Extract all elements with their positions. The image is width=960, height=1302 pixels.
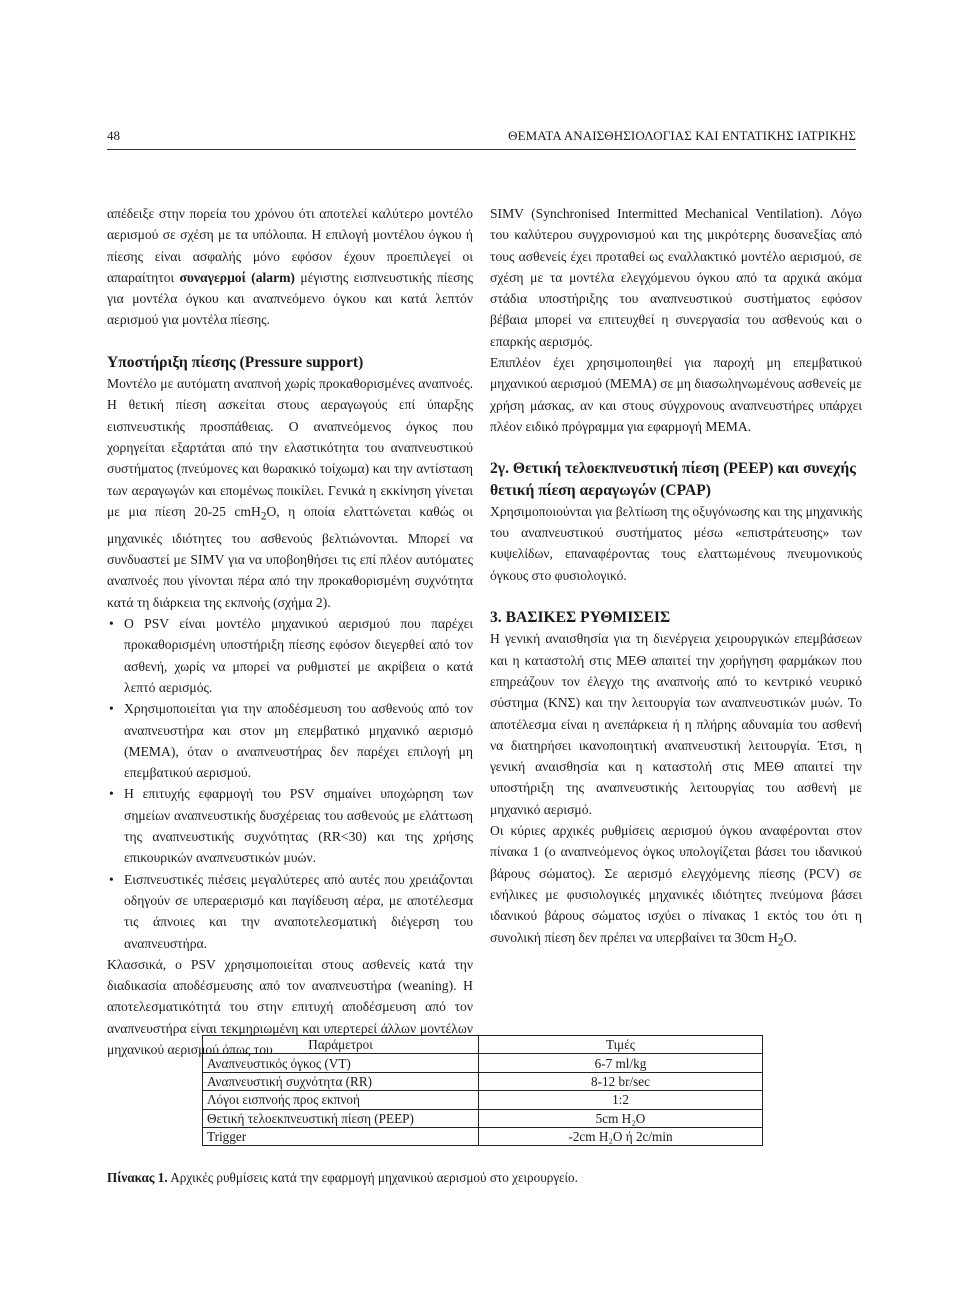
table-cell: Αναπνευστικός όγκος (VT) bbox=[203, 1054, 479, 1072]
caption-text: Αρχικές ρυθμίσεις κατά την εφαρμογή μηχανικού αερισμού στο χειρουργείο. bbox=[167, 1170, 578, 1185]
settings-subscript: 2 bbox=[777, 936, 784, 949]
table-cell: 6-7 ml/kg bbox=[479, 1054, 763, 1072]
table-row bbox=[203, 1109, 763, 1127]
peep-paragraph: Χρησιμοποιούνται για βελτίωση της οξυγόνωσης και της μηχανικής του αναπνευστικού συστήματος μέσω «επιστράτευσης» των κυψελίδων, επαναφέροντας τους ελαττωμένους πνευμονικούς όγκους στο φυσιολογικό. bbox=[490, 503, 862, 583]
table-header-cell: Τιμές bbox=[479, 1036, 763, 1054]
closing-paragraph: Κλασσικά, ο PSV χρησιμοποιείται στους ασθενείς κατά την διαδικασία αποδέσμευσης από τον αναπνευστήρα (weaning). Η αποτελεσματικότητά του στην επιτυχή αποδέσμευση από τον αναπνευστήρα είναι τεκμηριωμένη και υπερτερεί άλλων μοντέλων μηχανικού αερισμού όπως του bbox=[107, 956, 473, 1057]
settings-text-cont: O. bbox=[783, 929, 797, 945]
list-item: • Ο PSV είναι μοντέλο μηχανικού αερισμού που παρέχει προκαθορισμένη υποστήριξη πίεσης εφόσον διεγερθεί από τον ασθενή, χωρίς να μπορεί να ρυθμιστεί με ακρίβεια ο κατά λεπτό αερισμός. bbox=[107, 613, 473, 698]
table-cell: -2cm H₂O ή 2c/min bbox=[479, 1127, 763, 1145]
settings-heading: 3. ΒΑΣΙΚΕΣ ΡΥΘΜΙΣΕΙΣ bbox=[490, 609, 671, 627]
pressure-support-heading: Υποστήριξη πίεσης (Pressure support) bbox=[107, 353, 364, 371]
table-caption bbox=[107, 1170, 578, 1186]
table-row bbox=[203, 1091, 763, 1109]
table-row bbox=[203, 1072, 763, 1090]
intro-text: απέδειξε στην πορεία του χρόνου ότι αποτελεί καλύτερο μοντέλο αερισμού σε σχέση με τα υπόλοιπα. Η επιλογή μοντέλου όγκου ή πίεσης είναι ασφαλής μόνο εφόσον έχουν προεπιλεγεί οι απαραίτητοι bbox=[107, 206, 473, 285]
list-item: • Χρησιμοποιείται για την αποδέσμευση του ασθενούς από τον αναπνευστήρα και στον μη επεμβατικό μηχανικό αερισμό (ΜΕΜΑ), όταν ο αναπνευστήρας δεν παρέχει επιλογή μη επεμβατικού αερισμού. bbox=[107, 698, 473, 783]
peep-heading: 2γ. Θετική τελοεκπνευστική πίεση (PEEP) και συνεχής θετική πίεση αεραγωγών (CPAP) bbox=[490, 460, 856, 499]
intro-text-cont: μέγιστης εισπνευστικής πίεσης για μοντέλα όγκου και αναπνεόμενο όγκου και κατά λεπτόν αερισμού για μοντέλα πίεσης. bbox=[107, 269, 473, 328]
ps-subscript: 2 bbox=[260, 510, 267, 523]
settings-text: Οι κύριες αρχικές ρυθμίσεις αερισμού όγκου αναφέρονται στον πίνακα 1 (ο αναπνεόμενος όγκος υπολογίζεται βάσει του ιδανικού βάρους σώματος). Σε αερισμό ελεγχόμενης πίεσης (PCV) σε ενήλικες με φυσιολογικές μηχανικές ιδιότητες πνεύμονα βάσει ιδανικού βάρους σώματος ισχύει ο πίνακας 1 εκτός του ότι η συνολική πίεση δεν πρέπει να υπερβαίνει τα 30cm H bbox=[490, 823, 862, 945]
table-cell: 8-12 br/sec bbox=[479, 1072, 763, 1090]
pressure-support-paragraph bbox=[107, 373, 473, 613]
right-column bbox=[490, 203, 862, 954]
page-header bbox=[107, 122, 856, 150]
page-number: 48 bbox=[107, 128, 120, 143]
table-header-cell: Παράμετροι bbox=[203, 1036, 479, 1054]
ps-text-cont: O, η οποία ελαττώνεται καθώς οι μηχανικές ιδιότητες του ασθενούς βελτιώνονται. Μπορεί να συνδυαστεί με SIMV για να υποβοηθήσει τις επί πλέον αυτόματες αναπνοές που γίνονται πέρα από την προκαθορισμένη συχνότητα κατά τη διάρκεια της εκπνοής (σχήμα 2). bbox=[107, 503, 474, 610]
table-cell: Trigger bbox=[203, 1127, 479, 1145]
left-column bbox=[107, 203, 473, 1060]
header-rule bbox=[107, 149, 856, 150]
running-title: ΘΕΜΑΤΑ ΑΝΑΙΣΘΗΣΙΟΛΟΓΙΑΣ ΚΑΙ ΕΝΤΑΤΙΚΗΣ ΙΑΤΡΙΚΗΣ bbox=[508, 128, 856, 143]
mema-paragraph: Επιπλέον έχει χρησιμοποιηθεί για παροχή μη επεμβατικού μηχανικού αερισμού (ΜΕΜΑ) σε μη διασωληνωμένους ασθενείς με χρήση μάσκας, αν και στους σύγχρονους αναπνευστήρες υπάρχει πλέον ειδικό πρόγραμμα για εφαρμογή ΜΕΜΑ. bbox=[490, 355, 862, 434]
table-cell: Λόγοι εισπνοής προς εκπνοή bbox=[203, 1091, 479, 1109]
table-cell: 5cm H₂O bbox=[479, 1109, 763, 1127]
settings-paragraph-2 bbox=[490, 820, 862, 954]
simv-paragraph: SIMV (Synchronised Intermitted Mechanical Ventilation). Λόγω του καλύτερου συγχρονισμού και της μικρότερης δυσανεξίας από τους ασθενείς έχει προταθεί ως εναλλακτικό μοντέλο αερισμού, σε σχέση με τα μοντέλα ελεγχόμενου όγκου από τα αρχικά ακόμα στάδια υποστήριξης του αναπνευστικού συστήματος εφόσον βέβαια μπορεί να επιτευχθεί η συνεργασία του ασθενούς και ο επαρκής αερισμός. bbox=[490, 206, 862, 349]
table-row bbox=[203, 1054, 763, 1072]
intro-paragraph bbox=[107, 203, 473, 331]
table-cell: Θετική τελοεκπνευστική πίεση (PEEP) bbox=[203, 1109, 479, 1127]
caption-label: Πίνακας 1. bbox=[107, 1170, 168, 1185]
settings-paragraph-1: Η γενική αναισθησία για τη διενέργεια χειρουργικών επεμβάσεων και η καταστολή στις ΜΕΘ απαιτεί την χορήγηση φαρμάκων που επηρεάζουν τον έλεγχο της αναπνοής από το κεντρικό νευρικό σύστημα (ΚΝΣ) και την λειτουργία των αναπνευστικών μυών. Το αποτέλεσμα είναι η ανεπάρκεια ή η πλήρης αδυναμία του ασθενή να διατηρήσει ικανοποιητική αναπνευστική λειτουργία. Έτσι, η γενική αναισθησία και η καταστολή στις ΜΕΘ απαιτεί την υποστήριξη της αναπνευστικής λειτουργίας του ασθενή με μηχανικό αερισμό. bbox=[490, 631, 862, 817]
intro-bold-term: συναγερμοί (alarm) bbox=[179, 269, 295, 285]
table-row bbox=[203, 1127, 763, 1145]
list-item: • Εισπνευστικές πιέσεις μεγαλύτερες από αυτές που χρειάζονται οδηγούν σε υπεραερισμό και παγίδευση αέρα, με αποτέλεσμα τις άπνοιες και την αναποτελεσματική διέγερση του αναπνευστήρα. bbox=[107, 869, 473, 954]
ps-text: Μοντέλο με αυτόματη αναπνοή χωρίς προκαθορισμένες αναπνοές. Η θετική πίεση ασκείται στους αεραγωγούς επί ύπαρξης εισπνευστικής προσπάθειας. Ο αναπνεόμενος όγκος που χορηγείται εξαρτάται από την ελαστικότητα του αναπνευστικού συστήματος (πνεύμονες και θωρακικό τοίχωμα) και την αντίσταση των αεραγωγών και επομένως ποικίλει. Γενικά η εκκίνηση γίνεται με μια πίεση 20-25 cmH bbox=[107, 376, 473, 519]
list-item: • Η επιτυχής εφαρμογή του PSV σημαίνει υποχώρηση των σημείων αναπνευστικής δυσχέρειας του ασθενούς με ελάττωση της αναπνευστικής συχνότητας (RR<30) και της χρήσης επικουρικών αναπνευστικών μυών. bbox=[107, 783, 473, 868]
settings-table bbox=[202, 1035, 763, 1146]
psv-bullet-list bbox=[107, 613, 473, 954]
table-cell: 1:2 bbox=[479, 1091, 763, 1109]
table-header-row bbox=[203, 1036, 763, 1054]
table-cell: Αναπνευστική συχνότητα (RR) bbox=[203, 1072, 479, 1090]
